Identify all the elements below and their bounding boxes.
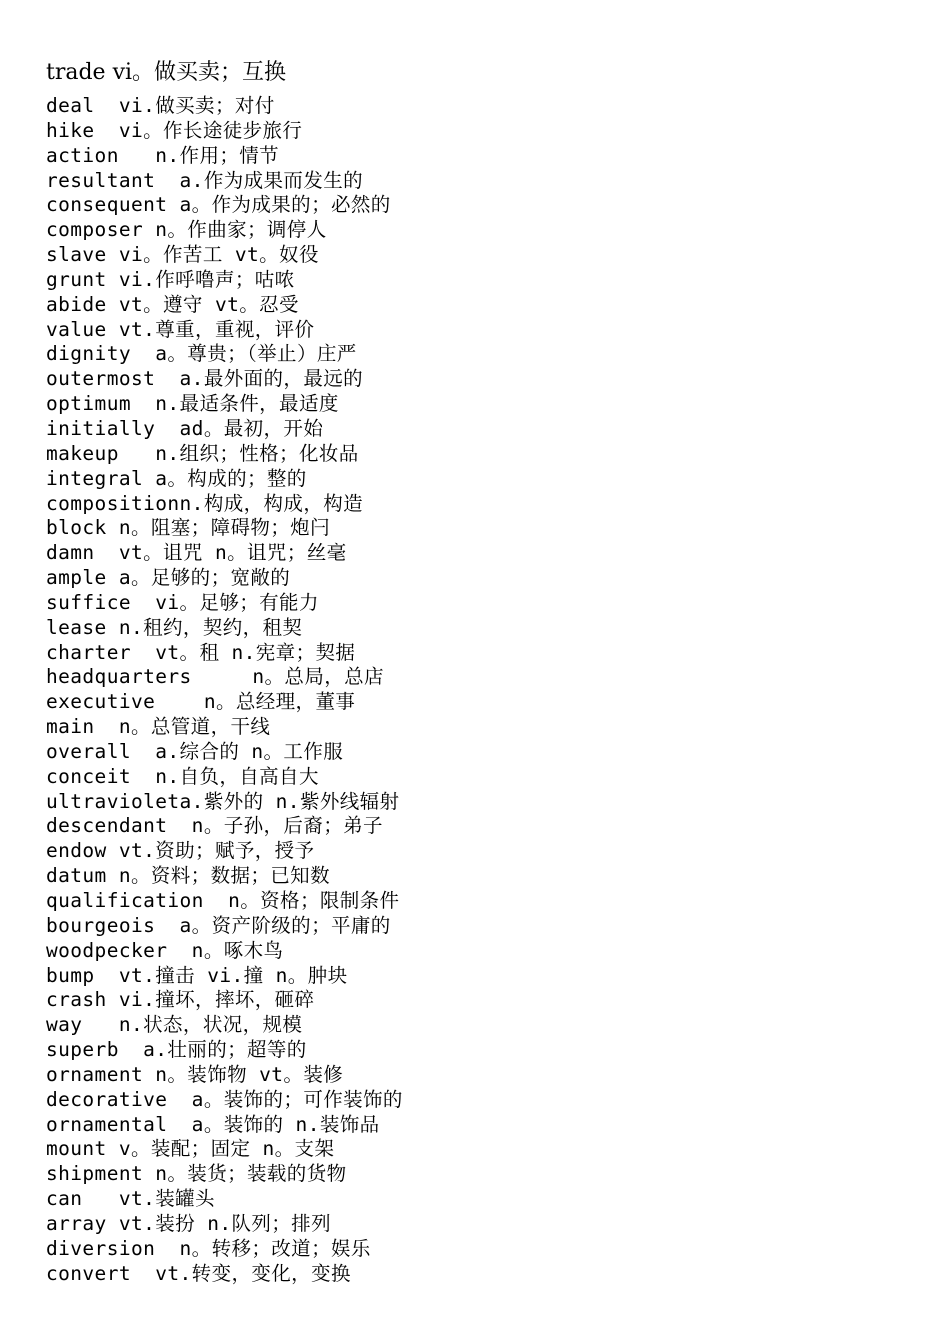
vocabulary-entry: initially ad。最初，开始 [46,416,324,440]
vocabulary-entry: shipment n。装货；装载的货物 [46,1162,347,1186]
vocabulary-entry: bump vt.撞击 vi.撞 n。肿块 [46,963,348,987]
vocabulary-entry: compositionn.构成，构成，构造 [46,491,364,515]
vocabulary-entry: integral a。构成的；整的 [46,466,307,490]
vocabulary-entry: deal vi.做买卖；对付 [46,94,275,117]
vocabulary-entry: main n。总管道，干线 [46,715,271,739]
vocabulary-entry: qualification n。资格；限制条件 [46,889,400,912]
vocabulary-entry: mount v。装配；固定 n。支架 [46,1137,335,1161]
vocabulary-list [46,94,926,1287]
vocabulary-entry: datum n。资料；数据；已知数 [46,864,330,888]
vocabulary-entry: headquarters n。总局，总店 [46,665,384,689]
vocabulary-entry: ultravioleta.紫外的 n.紫外线辐射 [46,789,400,813]
vocabulary-entry: suffice vi。足够；有能力 [46,590,319,614]
vocabulary-entry: convert vt.转变，变化，变换 [46,1261,351,1285]
vocabulary-entry: decorative a。装饰的；可作装饰的 [46,1087,403,1111]
vocabulary-entry: woodpecker n。啄木鸟 [46,938,284,962]
vocabulary-entry: optimum n.最适条件，最适度 [46,392,339,416]
vocabulary-entry: consequent a。作为成果的；必然的 [46,193,391,217]
vocabulary-entry: executive n。总经理，董事 [46,690,356,714]
vocabulary-entry: value vt.尊重，重视，评价 [46,317,315,341]
vocabulary-entry: bourgeois a。资产阶级的；平庸的 [46,913,391,937]
vocabulary-entry: resultant a.作为成果而发生的 [46,168,364,192]
vocabulary-entry: dignity a。尊贵；（举止）庄严 [46,342,357,366]
document-page [46,58,926,1287]
vocabulary-entry: abide vt。遵守 vt。忍受 [46,292,299,316]
vocabulary-entry: way n.状态，状况，规模 [46,1013,303,1037]
vocabulary-entry: array vt.装扮 n.队列；排列 [46,1211,331,1235]
vocabulary-entry: crash vi.撞坏，摔坏，砸碎 [46,988,315,1012]
vocabulary-entry: lease n.租约，契约，租契 [46,615,303,639]
vocabulary-entry: ornamental a。装饰的 n.装饰品 [46,1112,380,1136]
vocabulary-entry: diversion n。转移；改道；娱乐 [46,1236,371,1260]
vocabulary-entry: block n。阻塞；障碍物；炮闩 [46,516,330,540]
vocabulary-entry: ample a。足够的；宽敞的 [46,566,291,590]
vocabulary-entry: damn vt。诅咒 n。诅咒；丝毫 [46,541,347,565]
vocabulary-entry: action n.作用；情节 [46,143,280,167]
vocabulary-entry: overall a.综合的 n。工作服 [46,739,344,763]
vocabulary-entry: endow vt.资助；赋予，授予 [46,839,315,863]
vocabulary-entry: hike vi。作长途徒步旅行 [46,118,303,142]
vocabulary-entry: can vt.装罐头 [46,1187,215,1211]
vocabulary-entry: conceit n.自负，自高自大 [46,764,319,788]
vocabulary-entry: superb a.壮丽的；超等的 [46,1038,307,1062]
vocabulary-entry: outermost a.最外面的，最远的 [46,367,364,391]
vocabulary-entry: grunt vi.作呼噜声；咕哝 [46,267,295,291]
page-heading: trade vi。做买卖；互换 [46,60,287,85]
vocabulary-entry: composer n。作曲家；调停人 [46,218,327,242]
vocabulary-entry: charter vt。租 n.宪章；契据 [46,640,356,664]
vocabulary-entry: slave vi。作苦工 vt。奴役 [46,243,319,267]
vocabulary-entry: makeup n.组织；性格；化妆品 [46,441,359,465]
vocabulary-entry: ornament n。装饰物 vt。装修 [46,1062,344,1086]
vocabulary-entry: descendant n。子孙，后裔；弟子 [46,814,383,838]
